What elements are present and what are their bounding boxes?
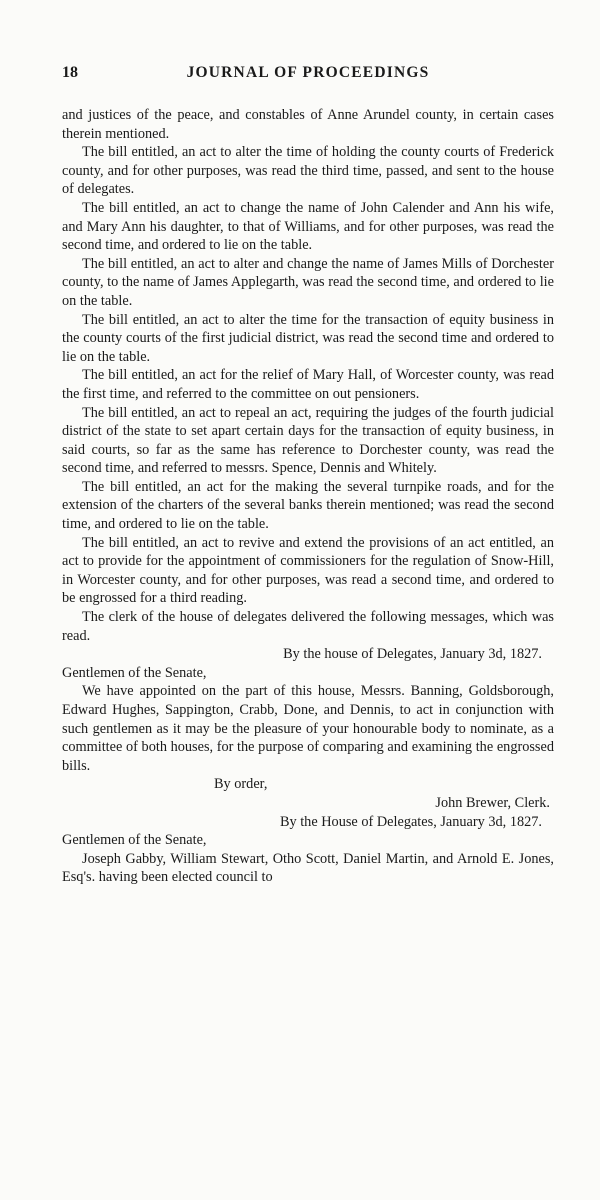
message-text: Joseph Gabby, William Stewart, Otho Scott, Daniel Martin, and Arnold E. Jones, Esq's. having been elected council to: [62, 850, 554, 886]
paragraph-continuation: and justices of the peace, and constables of Anne Arundel county, in certain cases therein mentioned.: [62, 107, 554, 142]
paragraph: The bill entitled, an act to change the name of John Calender and Ann his wife, and Mary Ann his daughter, to that of Williams, and for other purposes, was read the second time, and ordered to lie on the table.: [62, 199, 554, 254]
message-dateline: By the house of Delegates, January 3d, 1827.: [283, 646, 542, 663]
page-header: [62, 64, 554, 88]
paragraph: The clerk of the house of delegates delivered the following messages, which was read.: [62, 609, 554, 644]
running-head: JOURNAL OF PROCEEDINGS: [186, 64, 430, 81]
paragraph: The bill entitled, an act to alter the time for the transaction of equity business in the county courts of the first judicial district, was read the second time and ordered to lie on the table.: [62, 311, 554, 365]
message-salutation: Gentlemen of the Senate,: [62, 832, 207, 849]
message-by-order: By order,: [214, 776, 268, 793]
paragraph: The bill entitled, an act for the making the several turnpike roads, and for the extension of the charters of the several banks therein mentioned; was read the second time, and ordered to lie on the table.: [62, 478, 554, 533]
paragraph: The bill entitled, an act to repeal an act, requiring the judges of the fourth judicial district of the state to set apart certain days for the transaction of equity business, in said courts, so far as the same has reference to Dorchester county, was read the second time, and referred to messrs. Spence, Dennis and Whitely.: [62, 404, 554, 477]
message-dateline: By the House of Delegates, January 3d, 1827.: [279, 813, 542, 830]
page-number: 18: [62, 64, 78, 81]
paragraph: The bill entitled, an act for the relief of Mary Hall, of Worcester county, was read the first time, and referred to the committee on out pensioners.: [62, 367, 554, 402]
paragraph: The bill entitled, an act to revive and extend the provisions of an act entitled, an act to provide for the appointment of commissioners for the regulation of Snow-Hill, in Worcester county, and for other purposes, was read a second time, and ordered to be engrossed for a third reading.: [62, 534, 554, 607]
paragraph: The bill entitled, an act to alter the time of holding the county courts of Frederick county, and for other purposes, was read the third time, passed, and sent to the house of delegates.: [62, 144, 554, 198]
message-text: We have appointed on the part of this house, Messrs. Banning, Goldsborough, Edward Hughes, Sappington, Crabb, Done, and Dennis, to act in conjunction with such gentlemen as it may be the pleasure of your honourable body to nominate, as a committee of both houses, for the purpose of comparing and examining the engrossed bills.: [62, 683, 554, 774]
paragraph: The bill entitled, an act to alter and change the name of James Mills of Dorchester county, to the name of James Applegarth, was read the second time, and ordered to lie on the table.: [62, 255, 554, 309]
body-text: [62, 106, 554, 887]
message-signature: John Brewer, Clerk.: [435, 794, 550, 811]
message-salutation: Gentlemen of the Senate,: [62, 664, 207, 681]
